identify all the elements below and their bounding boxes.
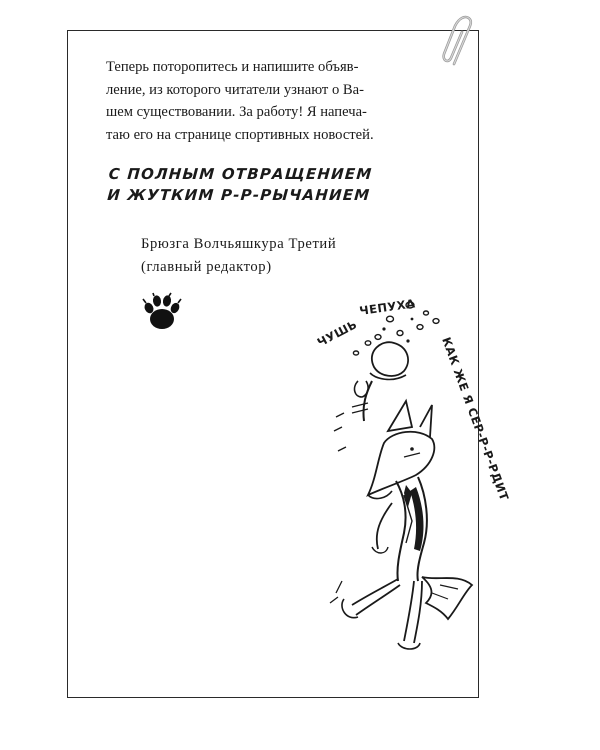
paperclip-icon (440, 12, 480, 72)
body-line-3: шем существовании. За работу! Я напеча- (106, 104, 367, 120)
closing-line-2: И ЖУТКИМ Р-Р-РЫЧАНИЕМ (106, 186, 372, 204)
signature-name: Брюзга Волчьяшкура Третий (141, 236, 337, 252)
speech-serdit: КАК ЖЕ Я СЕР-Р-Р-РДИТ (439, 335, 512, 503)
letter-page (67, 30, 512, 698)
body-line-2: ление, из которого читатели узнают о Ва- (106, 81, 364, 98)
body-line-4: таю его на странице спортивных новостей. (106, 126, 374, 143)
signature-block (141, 233, 336, 279)
closing-line-1: С ПОЛНЫМ ОТВРАЩЕНИЕМ (108, 165, 374, 183)
signature-title: (главный редактор) (141, 259, 272, 275)
paw-print-icon (140, 293, 182, 333)
body-line-1: Теперь поторопитесь и напишите объяв- (106, 59, 359, 75)
speech-chepukha: ЧЕПУХА (358, 296, 417, 318)
speech-chush: ЧУШЬ (314, 317, 360, 350)
closing-salutation (107, 164, 374, 206)
letter-body (106, 56, 444, 146)
wolf-editor-illustration (308, 281, 512, 659)
